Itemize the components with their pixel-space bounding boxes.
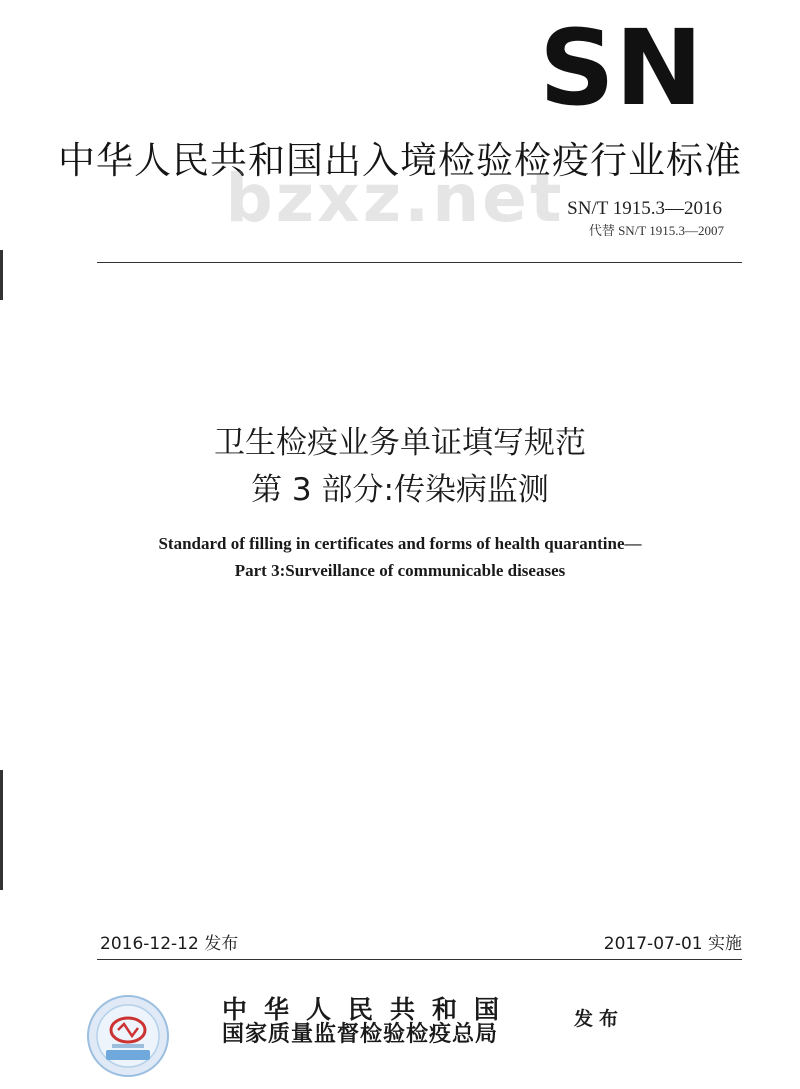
english-title-line-1: Standard of filling in certificates and forms of health quarantine— bbox=[158, 534, 642, 553]
footer-divider bbox=[97, 959, 742, 960]
issuer-country: 中华人民共和国 bbox=[222, 995, 517, 1024]
issuer-agency: 国家质量监督检验检疫总局 bbox=[222, 1021, 499, 1047]
standard-number: SN/T 1915.3—2016 bbox=[567, 198, 722, 219]
scan-edge-mark bbox=[0, 770, 3, 890]
watermark: bzxz.net bbox=[225, 160, 565, 237]
anti-counterfeit-seal-icon bbox=[86, 994, 170, 1078]
chinese-title-line-2: 第 3 部分:传染病监测 bbox=[251, 472, 549, 508]
scan-edge-mark bbox=[0, 250, 3, 300]
publish-date: 2016-12-12 发布 bbox=[100, 934, 239, 954]
chinese-title-line-1: 卫生检疫业务单证填写规范 bbox=[214, 425, 586, 461]
implement-date: 2017-07-01 实施 bbox=[603, 934, 742, 954]
replaces-standard: 代替 SN/T 1915.3—2007 bbox=[588, 223, 724, 238]
sn-logo-text: SN bbox=[539, 14, 703, 114]
sn-logo bbox=[536, 14, 706, 114]
header-divider bbox=[97, 262, 742, 263]
english-title-line-2: Part 3:Surveillance of communicable diseases bbox=[234, 561, 566, 580]
industry-standard-title: 中华人民共和国出入境检验检疫行业标准 bbox=[58, 139, 742, 182]
issued-label: 发布 bbox=[574, 1008, 625, 1030]
